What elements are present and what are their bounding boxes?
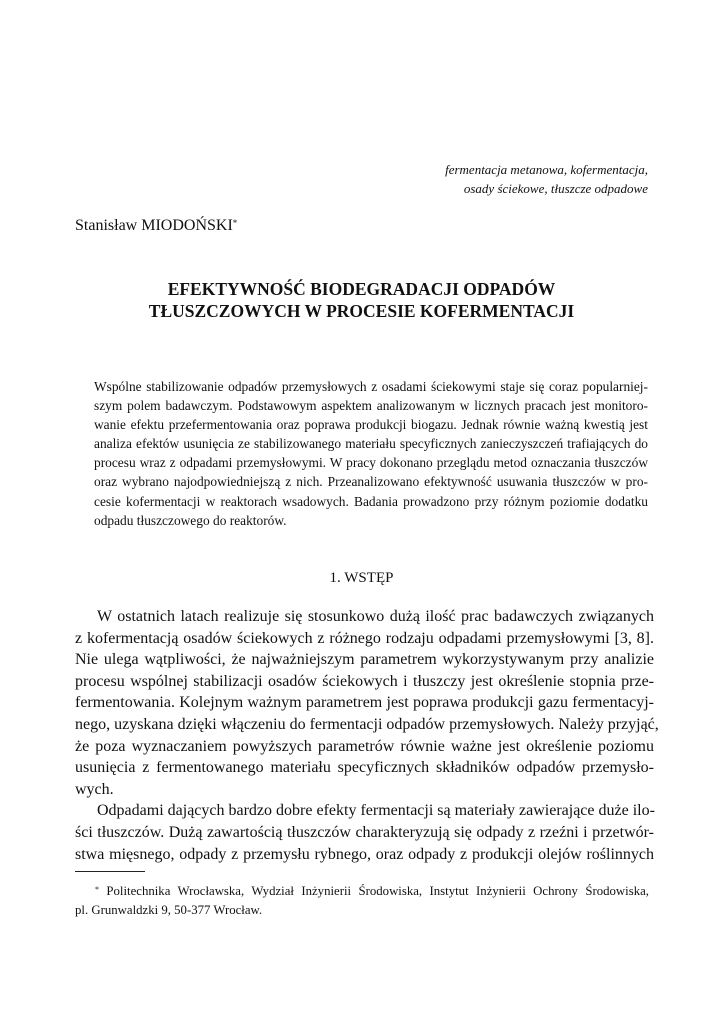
body-line: wych. (75, 780, 114, 798)
footnote-address: pl. Grunwaldzki 9, 50-377 Wrocław. (75, 903, 263, 917)
author-footnote-marker: * (232, 218, 238, 228)
abstract-line: szym polem badawczym. Podstawowym aspektem analizowanym w licznych pracach jest monitoro- (94, 398, 648, 414)
body-line: Nie ulega wątpliwości, że najważniejszym parametrem wykorzystywanym przy analizie (75, 651, 654, 669)
abstract-line: analiza efektów usunięcia ze stabilizowanego materiału specyficznych zanieczyszczeń trafiających do (94, 436, 648, 452)
body-text (75, 606, 659, 865)
abstract-line: wanie efektu przefermentowania oraz poprawa produkcji biogazu. Jednak równie ważną kwestią jest (94, 417, 648, 433)
body-line: procesu wspólnej stabilizacji osadów ściekowych i tłuszczy jest określenie stopnia prze- (75, 672, 654, 690)
abstract-line: oraz wybrano najodpowiedniejszą z nich. Przeanalizowano efektywność usuwania tłuszczów w pro- (94, 474, 648, 490)
keywords (248, 160, 648, 198)
footnote-divider (75, 871, 145, 872)
author (75, 216, 237, 236)
footnote (75, 882, 649, 920)
author-name: Stanisław MIODOŃSKI (75, 217, 233, 234)
body-line: ści tłuszczów. Dużą zawartością tłuszczów charakteryzują się odpady z rzeźni i przetwór- (75, 823, 654, 841)
abstract (94, 377, 648, 530)
title-line: TŁUSZCZOWYCH W PROCESIE KOFERMENTACJI (148, 301, 575, 321)
keywords-line: osady ściekowe, tłuszcze odpadowe (463, 181, 648, 196)
title-line: EFEKTYWNOŚĆ BIODEGRADACJI ODPADÓW (167, 279, 556, 299)
abstract-line: odpadu tłuszczowego do reaktorów. (94, 512, 287, 528)
body-line: usunięcia z fermentowanego materiału specyficznych składników odpadów przemysło- (75, 759, 654, 777)
body-line: że poza wyznaczaniem powyższych parametrów równie ważne jest określenie poziomu (75, 737, 654, 755)
abstract-line: cesie kofermentacji w reaktorach wsadowych. Badania prowadzono przy różnym poziomie dodatku (94, 493, 648, 509)
body-line: fermentowania. Kolejnym ważnym parametrem jest poprawa produkcji gazu fermentacyj- (75, 694, 654, 712)
body-line: nego, uzyskana dzięki włączeniu do fermentacji odpadów przemysłowych. Należy przyjąć, (75, 715, 659, 733)
body-line: Odpadami dających bardzo dobre efekty fermentacji są materiały zawierające duże ilo- (97, 802, 655, 820)
footnote-line (75, 882, 649, 901)
section-heading: 1. WSTĘP (329, 570, 394, 586)
body-line: z kofermentacją osadów ściekowych z różnego rodzaju odpadami przemysłowymi [3, 8]. (75, 629, 654, 647)
footnote-marker: * (95, 885, 99, 894)
footnote-affiliation: Politechnika Wrocławska, Wydział Inżynierii Środowiska, Instytut Inżynierii Ochrony Środowiska, (99, 884, 649, 898)
article-title (75, 278, 648, 322)
keywords-line: fermentacja metanowa, kofermentacja, (445, 162, 648, 177)
abstract-line: procesu wraz z odpadami przemysłowymi. W pracy dokonano przeglądu metod oznaczania tłuszczów (94, 455, 648, 471)
body-line: W ostatnich latach realizuje się stosunkowo dużą ilość prac badawczych związanych (97, 608, 654, 625)
abstract-line: Wspólne stabilizowanie odpadów przemysłowych z osadami ściekowymi staje się coraz popularniej- (94, 379, 648, 394)
body-line: stwa mięsnego, odpady z przemysłu rybnego, oraz odpady z produkcji olejów roślinnych (75, 845, 654, 863)
